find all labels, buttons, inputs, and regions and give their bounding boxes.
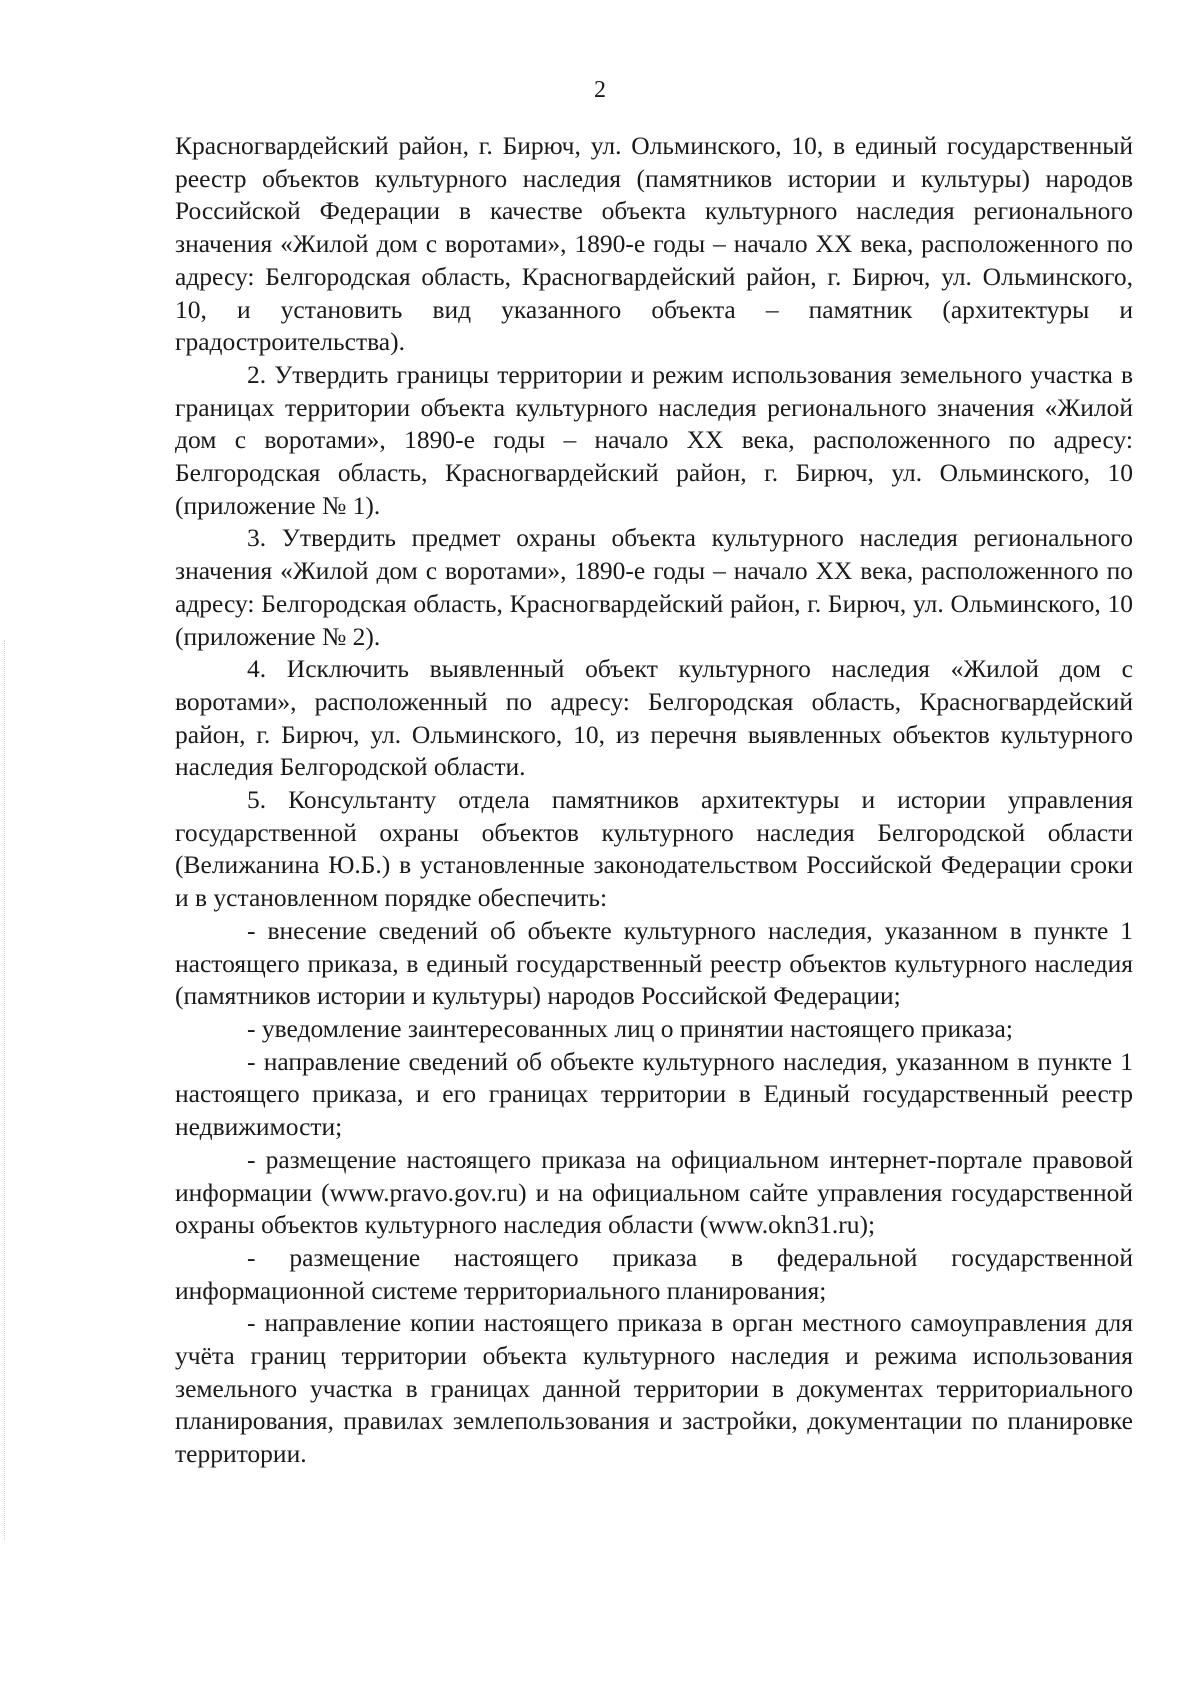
- page-number: 2: [594, 77, 606, 103]
- paragraph-item-3: 3. Утвердить предмет охраны объекта культурного наследия регионального значения «Жилой дом с воротами», 1890-е годы – начало XX века, расположенного по адресу: Белгородская область, Красногвардейский район, г. Бирюч, ул. Ольминского, 10 (приложение № 2).: [175, 523, 1133, 651]
- list-item-registry-entry: - внесение сведений об объекте культурного наследия, указанном в пункте 1 настоящего приказа, в единый государственный реестр объектов культурного наследия (памятников истории и культуры) народов Российской Федерации;: [175, 915, 1133, 1011]
- paragraph-item-4: 4. Исключить выявленный объект культурного наследия «Жилой дом с воротами», расположенный по адресу: Белгородская область, Красногвардейский район, г. Бирюч, ул. Ольминского, 10, из перечня выявленных объектов культурного наследия Белгородской области.: [175, 654, 1133, 782]
- paragraph-item-2: 2. Утвердить границы территории и режим использования земельного участка в границах территории объекта культурного наследия регионального значения «Жилой дом с воротами», 1890-е годы – начало XX века, расположенного по адресу: Белгородская область, Красногвардейский район, г. Бирюч, ул. Ольминского, 10 (приложение № 1).: [175, 359, 1133, 520]
- list-item-local-government: - направление копии настоящего приказа в орган местного самоуправления для учёта границ территории объекта культурного наследия и режима использования земельного участка в границах данной территории в документах территориального планирования, правилах землепользования и застройки, документации по планировке территории.: [175, 1308, 1133, 1469]
- list-item-real-estate-registry: - направление сведений об объекте культурного наследия, указанном в пункте 1 настоящего приказа, и его границах территории в Единый государственный реестр недвижимости;: [175, 1046, 1133, 1142]
- scan-edge-marks: [4, 640, 7, 1540]
- document-body: [175, 130, 1133, 1471]
- list-item-publication: - размещение настоящего приказа на официальном интернет-портале правовой информации (www.pravo.gov.ru) и на официальном сайте управления государственной охраны объектов культурного наследия области (www.okn31.ru);: [175, 1144, 1133, 1240]
- list-item-federal-system: - размещение настоящего приказа в федеральной государственной информационной системе территориального планирования;: [175, 1242, 1133, 1305]
- list-item-notification: - уведомление заинтересованных лиц о принятии настоящего приказа;: [247, 1013, 1013, 1043]
- paragraph-item-5: 5. Консультанту отдела памятников архитектуры и истории управления государственной охраны объектов культурного наследия Белгородской области (Велижанина Ю.Б.) в установленные законодательством Российской Федерации сроки и в установленном порядке обеспечить:: [175, 785, 1133, 913]
- paragraph-continuation: Красногвардейский район, г. Бирюч, ул. Ольминского, 10, в единый государственный реестр объектов культурного наследия (памятников истории и культуры) народов Российской Федерации в качестве объекта культурного наследия регионального значения «Жилой дом с воротами», 1890-е годы – начало XX века, расположенного по адресу: Белгородская область, Красногвардейский район, г. Бирюч, ул. Ольминского, 10, и установить вид указанного объекта – памятник (архитектуры и градостроительства).: [175, 131, 1133, 357]
